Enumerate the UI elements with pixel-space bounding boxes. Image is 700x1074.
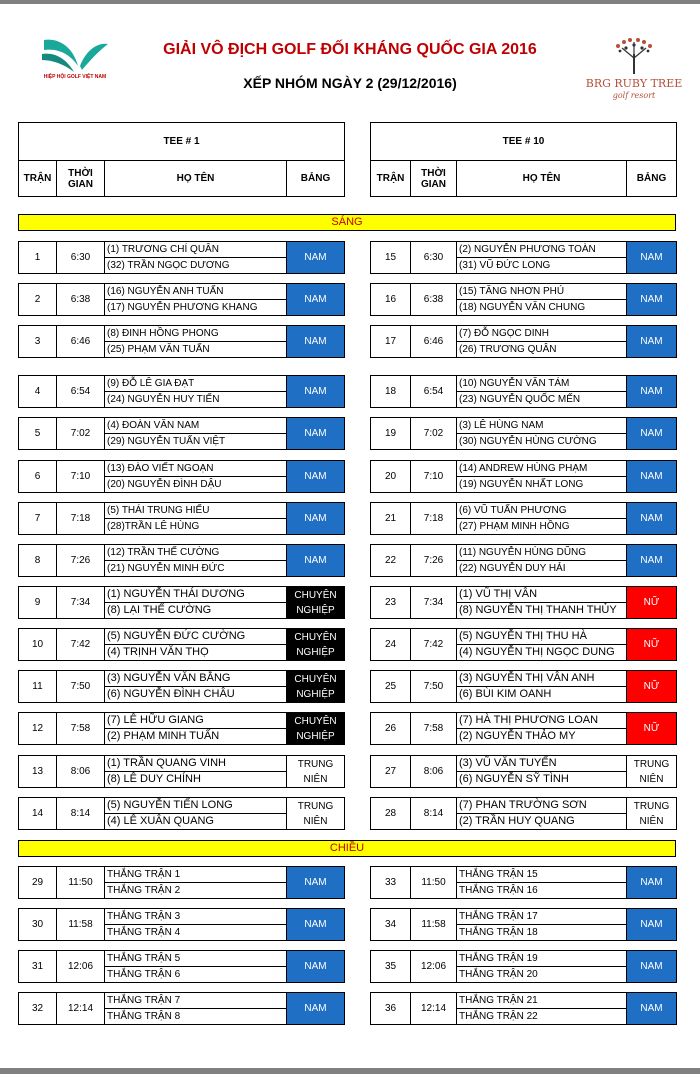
tree-icon	[584, 36, 684, 76]
player-1: (1) TRẦN QUANG VINH	[105, 756, 287, 772]
player-1: THẮNG TRẬN 5	[105, 951, 287, 967]
player-1: (1) VŨ THỊ VÂN	[457, 587, 627, 603]
player-2: (26) TRƯƠNG QUÂN	[457, 342, 627, 358]
player-1: THẮNG TRẬN 1	[105, 867, 287, 883]
session-morning: SÁNG	[18, 214, 676, 231]
player-1: (7) HÀ THỊ PHƯƠNG LOAN	[457, 713, 627, 729]
match-group	[370, 992, 677, 1025]
board-label: NAM	[640, 877, 663, 888]
match-group	[18, 992, 345, 1025]
board-label: NIÊN	[303, 773, 328, 785]
tee-time: 12:06	[411, 951, 457, 983]
tee-time: 12:06	[57, 951, 105, 983]
match-number: 16	[371, 284, 411, 316]
player-1: (6) VŨ TUẤN PHƯƠNG	[457, 503, 627, 519]
match-number: 4	[19, 376, 57, 408]
board-badge	[627, 461, 677, 493]
board-label: NỮ	[643, 723, 660, 734]
player-1: (7) LÊ HỮU GIANG	[105, 713, 287, 729]
board-badge	[287, 242, 345, 274]
board-label: CHUYÊN	[294, 673, 337, 685]
match-group	[370, 586, 677, 619]
match-number: 30	[19, 909, 57, 941]
match-number: 3	[19, 326, 57, 358]
board-badge	[287, 461, 345, 493]
player-1: THẮNG TRẬN 19	[457, 951, 627, 967]
tee-time: 6:46	[411, 326, 457, 358]
match-number: 10	[19, 629, 57, 661]
player-2: (21) NGUYỄN MINH ĐỨC	[105, 561, 287, 577]
player-1: (7) PHAN TRƯỜNG SƠN	[457, 798, 627, 814]
board-badge	[287, 629, 345, 661]
player-2: (23) NGUYỄN QUỐC MẾN	[457, 392, 627, 408]
tee-time: 7:18	[57, 503, 105, 535]
col-time: THỜI GIAN	[411, 161, 457, 197]
match-group	[18, 712, 345, 745]
brg-logo	[584, 36, 684, 112]
match-group	[370, 241, 677, 274]
player-2: (20) NGUYỄN ĐÌNH DẬU	[105, 477, 287, 493]
board-label: NGHIỆP	[296, 646, 335, 658]
player-2: (32) TRẦN NGỌC DƯƠNG	[105, 258, 287, 274]
tee-time: 7:42	[57, 629, 105, 661]
player-1: (15) TĂNG NHƠN PHÚ	[457, 284, 627, 300]
page-subtitle: XẾP NHÓM NGÀY 2 (29/12/2016)	[243, 75, 457, 91]
board-label: NIÊN	[639, 815, 664, 827]
tee-time: 8:14	[411, 798, 457, 830]
match-group	[18, 670, 345, 703]
board-label: NAM	[640, 252, 663, 263]
board-badge	[287, 713, 345, 745]
player-2: (19) NGUYỄN NHẤT LONG	[457, 477, 627, 493]
board-label: NAM	[640, 428, 663, 439]
match-number: 7	[19, 503, 57, 535]
match-group	[18, 502, 345, 535]
tee-time: 8:06	[57, 756, 105, 788]
board-label: NAM	[304, 1003, 327, 1014]
tee-time: 7:26	[57, 545, 105, 577]
page-title: GIẢI VÔ ĐỊCH GOLF ĐỐI KHÁNG QUỐC GIA 2016	[163, 41, 537, 58]
match-group	[370, 375, 677, 408]
board-badge	[627, 671, 677, 703]
board-label: NAM	[640, 961, 663, 972]
player-2: (27) PHẠM MINH HỒNG	[457, 519, 627, 535]
player-2: THẮNG TRẬN 4	[105, 925, 287, 941]
tee-time: 7:18	[411, 503, 457, 535]
vga-logo-text: HIỆP HỘI GOLF VIỆT NAM	[43, 74, 107, 80]
board-label: NAM	[304, 471, 327, 482]
vga-logo	[34, 36, 116, 86]
match-number: 20	[371, 461, 411, 493]
match-group	[18, 755, 345, 788]
player-1: THẮNG TRẬN 7	[105, 993, 287, 1009]
board-badge	[627, 798, 677, 830]
match-group	[18, 417, 345, 450]
board-label: NAM	[304, 428, 327, 439]
match-group	[370, 460, 677, 493]
player-2: (17) NGUYỄN PHƯƠNG KHANG	[105, 300, 287, 316]
match-number: 22	[371, 545, 411, 577]
tee-time: 12:14	[57, 993, 105, 1025]
player-1: (16) NGUYỄN ANH TUẤN	[105, 284, 287, 300]
tee-time: 7:10	[57, 461, 105, 493]
player-1: (3) NGUYỄN THỊ VÂN ANH	[457, 671, 627, 687]
board-label: NAM	[640, 294, 663, 305]
tee-time: 12:14	[411, 993, 457, 1025]
player-1: (2) NGUYỄN PHƯƠNG TOÀN	[457, 242, 627, 258]
board-label: NỮ	[643, 639, 660, 650]
player-2: (2) PHẠM MINH TUẤN	[105, 729, 287, 745]
vga-logo-icon	[34, 36, 116, 76]
match-number: 23	[371, 587, 411, 619]
board-badge	[627, 545, 677, 577]
player-1: (12) TRẦN THẾ CƯỜNG	[105, 545, 287, 561]
board-label: NGHIỆP	[296, 730, 335, 742]
tee-time: 7:58	[411, 713, 457, 745]
tee10-header	[370, 122, 677, 197]
match-number: 24	[371, 629, 411, 661]
match-number: 34	[371, 909, 411, 941]
board-label: NAM	[640, 919, 663, 930]
match-number: 29	[19, 867, 57, 899]
tee-time: 6:38	[57, 284, 105, 316]
tee-time: 6:54	[57, 376, 105, 408]
player-1: THẮNG TRẬN 15	[457, 867, 627, 883]
board-label: NGHIỆP	[296, 688, 335, 700]
player-2: THẮNG TRẬN 2	[105, 883, 287, 899]
board-badge	[627, 756, 677, 788]
board-badge	[627, 326, 677, 358]
match-group	[18, 950, 345, 983]
match-number: 25	[371, 671, 411, 703]
match-group	[370, 950, 677, 983]
tee-time: 6:38	[411, 284, 457, 316]
board-label: NAM	[304, 919, 327, 930]
player-1: (1) TRƯƠNG CHÍ QUÂN	[105, 242, 287, 258]
board-badge	[287, 587, 345, 619]
match-group	[370, 712, 677, 745]
brg-logo-sub: golf resort	[612, 91, 656, 100]
col-time: THỜI GIAN	[57, 161, 105, 197]
board-badge	[627, 376, 677, 408]
board-label: NGHIỆP	[296, 604, 335, 616]
top-border	[0, 0, 700, 4]
player-2: (4) NGUYỄN THỊ NGỌC DUNG	[457, 645, 627, 661]
match-group	[18, 628, 345, 661]
match-number: 36	[371, 993, 411, 1025]
board-label: NAM	[304, 877, 327, 888]
player-1: THẮNG TRẬN 17	[457, 909, 627, 925]
match-number: 18	[371, 376, 411, 408]
board-badge	[287, 503, 345, 535]
col-match: TRẬN	[19, 161, 57, 197]
board-label: NAM	[640, 336, 663, 347]
board-label: TRUNG	[297, 800, 334, 812]
col-match: TRẬN	[371, 161, 411, 197]
player-2: (28)TRẦN LÊ HÙNG	[105, 519, 287, 535]
player-2: (4) TRỊNH VĂN THỌ	[105, 645, 287, 661]
board-label: NAM	[304, 252, 327, 263]
board-label: NAM	[640, 386, 663, 397]
tee-time: 7:26	[411, 545, 457, 577]
match-group	[18, 283, 345, 316]
match-group	[370, 544, 677, 577]
tee-time: 6:46	[57, 326, 105, 358]
board-label: CHUYÊN	[294, 715, 337, 727]
player-1: THẮNG TRẬN 21	[457, 993, 627, 1009]
board-badge	[627, 418, 677, 450]
tee-time: 11:58	[411, 909, 457, 941]
player-1: (3) VŨ VĂN TUYẾN	[457, 756, 627, 772]
board-label: TRUNG	[297, 758, 334, 770]
match-number: 31	[19, 951, 57, 983]
player-2: THẮNG TRẬN 6	[105, 967, 287, 983]
board-badge	[287, 909, 345, 941]
player-2: (8) LẠI THẾ CƯỜNG	[105, 603, 287, 619]
board-badge	[287, 951, 345, 983]
board-label: TRUNG	[633, 758, 670, 770]
match-number: 8	[19, 545, 57, 577]
match-number: 2	[19, 284, 57, 316]
board-badge	[287, 798, 345, 830]
session-afternoon: CHIỀU	[18, 840, 676, 857]
player-2: THẮNG TRẬN 16	[457, 883, 627, 899]
board-badge	[287, 376, 345, 408]
tee1-label: TEE # 1	[19, 123, 345, 161]
player-1: (10) NGUYỄN VĂN TÁM	[457, 376, 627, 392]
player-2: (31) VŨ ĐỨC LONG	[457, 258, 627, 274]
match-group	[18, 544, 345, 577]
match-number: 11	[19, 671, 57, 703]
player-2: (2) NGUYỄN THẢO MY	[457, 729, 627, 745]
match-group	[18, 866, 345, 899]
board-badge	[627, 951, 677, 983]
match-group	[370, 797, 677, 830]
board-badge	[287, 671, 345, 703]
player-1: (14) ANDREW HÙNG PHẠM	[457, 461, 627, 477]
tee-time: 7:34	[57, 587, 105, 619]
player-1: (11) NGUYỄN HÙNG DŨNG	[457, 545, 627, 561]
tee-time: 7:10	[411, 461, 457, 493]
board-badge	[287, 993, 345, 1025]
tee-time: 8:06	[411, 756, 457, 788]
match-number: 32	[19, 993, 57, 1025]
board-label: NAM	[304, 961, 327, 972]
tee-time: 11:58	[57, 909, 105, 941]
board-badge	[287, 326, 345, 358]
col-board: BẢNG	[287, 161, 345, 197]
board-label: NAM	[640, 555, 663, 566]
board-label: NAM	[304, 555, 327, 566]
match-number: 19	[371, 418, 411, 450]
player-2: (6) NGUYỄN ĐÌNH CHÂU	[105, 687, 287, 703]
player-1: (5) NGUYỄN ĐỨC CƯỜNG	[105, 629, 287, 645]
tee-time: 7:34	[411, 587, 457, 619]
board-badge	[287, 284, 345, 316]
player-1: (3) LÊ HÙNG NAM	[457, 418, 627, 434]
board-label: NAM	[640, 513, 663, 524]
match-group	[370, 283, 677, 316]
match-group	[370, 417, 677, 450]
match-number: 5	[19, 418, 57, 450]
match-number: 26	[371, 713, 411, 745]
board-label: NỮ	[643, 597, 660, 608]
player-2: (8) NGUYỄN THỊ THANH THỦY	[457, 603, 627, 619]
col-name: HỌ TÊN	[457, 161, 627, 197]
tee-time: 7:42	[411, 629, 457, 661]
player-1: (13) ĐÀO VIẾT NGOẠN	[105, 461, 287, 477]
board-label: NIÊN	[303, 815, 328, 827]
board-label: TRUNG	[633, 800, 670, 812]
board-badge	[627, 284, 677, 316]
player-2: (29) NGUYỄN TUẤN VIỆT	[105, 434, 287, 450]
board-badge	[627, 909, 677, 941]
match-number: 17	[371, 326, 411, 358]
board-badge	[287, 418, 345, 450]
player-1: (3) NGUYỄN VĂN BẰNG	[105, 671, 287, 687]
player-1: (5) NGUYỄN THỊ THU HÀ	[457, 629, 627, 645]
match-group	[18, 908, 345, 941]
tee-time: 7:50	[411, 671, 457, 703]
match-group	[370, 670, 677, 703]
col-board: BẢNG	[627, 161, 677, 197]
board-label: NAM	[304, 336, 327, 347]
tee-time: 7:02	[57, 418, 105, 450]
match-group	[370, 628, 677, 661]
tee10-label: TEE # 10	[371, 123, 677, 161]
match-group	[370, 866, 677, 899]
tee-time: 11:50	[411, 867, 457, 899]
match-number: 13	[19, 756, 57, 788]
match-number: 33	[371, 867, 411, 899]
match-number: 28	[371, 798, 411, 830]
col-name: HỌ TÊN	[105, 161, 287, 197]
match-group	[18, 375, 345, 408]
match-group	[18, 797, 345, 830]
player-2: (6) BÙI KIM OANH	[457, 687, 627, 703]
board-badge	[627, 629, 677, 661]
match-group	[370, 755, 677, 788]
player-1: (9) ĐỖ LÊ GIA ĐẠT	[105, 376, 287, 392]
player-2: (18) NGUYỄN VĂN CHUNG	[457, 300, 627, 316]
match-number: 12	[19, 713, 57, 745]
board-badge	[627, 242, 677, 274]
brg-logo-brand: BRG RUBY TREE	[585, 77, 683, 90]
board-label: NIÊN	[639, 773, 664, 785]
match-number: 15	[371, 242, 411, 274]
board-label: NAM	[640, 1003, 663, 1014]
match-group	[18, 325, 345, 358]
player-2: (8) LÊ DUY CHÍNH	[105, 772, 287, 788]
match-number: 27	[371, 756, 411, 788]
board-label: NAM	[640, 471, 663, 482]
match-group	[370, 908, 677, 941]
tee-time: 11:50	[57, 867, 105, 899]
player-1: (5) NGUYỄN TIẾN LONG	[105, 798, 287, 814]
match-group	[370, 325, 677, 358]
player-2: (30) NGUYỄN HÙNG CƯỜNG	[457, 434, 627, 450]
board-badge	[287, 756, 345, 788]
board-badge	[627, 587, 677, 619]
player-1: (1) NGUYỄN THÁI DƯƠNG	[105, 587, 287, 603]
board-badge	[627, 713, 677, 745]
board-label: NAM	[304, 513, 327, 524]
match-group	[18, 586, 345, 619]
player-2: (2) TRẦN HUY QUANG	[457, 814, 627, 830]
player-2: (6) NGUYỄN SỸ TÌNH	[457, 772, 627, 788]
player-1: (5) THÁI TRUNG HIẾU	[105, 503, 287, 519]
match-number: 35	[371, 951, 411, 983]
board-label: NAM	[304, 386, 327, 397]
player-2: THẮNG TRẬN 22	[457, 1009, 627, 1025]
player-1: (7) ĐỖ NGỌC DINH	[457, 326, 627, 342]
board-badge	[287, 867, 345, 899]
board-badge	[627, 867, 677, 899]
player-2: (4) LÊ XUÂN QUANG	[105, 814, 287, 830]
board-badge	[287, 545, 345, 577]
player-1: (8) ĐINH HỒNG PHONG	[105, 326, 287, 342]
tee-time: 8:14	[57, 798, 105, 830]
player-1: THẮNG TRẬN 3	[105, 909, 287, 925]
player-2: THẮNG TRẬN 8	[105, 1009, 287, 1025]
match-number: 6	[19, 461, 57, 493]
player-2: THẮNG TRẬN 20	[457, 967, 627, 983]
player-2: (22) NGUYỄN DUY HẢI	[457, 561, 627, 577]
tee1-header	[18, 122, 345, 197]
board-label: NỮ	[643, 681, 660, 692]
board-label: CHUYÊN	[294, 631, 337, 643]
board-badge	[627, 503, 677, 535]
tee-time: 6:30	[411, 242, 457, 274]
player-1: (4) ĐOÀN VĂN NAM	[105, 418, 287, 434]
tee-time: 7:02	[411, 418, 457, 450]
match-number: 1	[19, 242, 57, 274]
match-number: 21	[371, 503, 411, 535]
tee-time: 7:50	[57, 671, 105, 703]
board-label: NAM	[304, 294, 327, 305]
match-group	[18, 241, 345, 274]
match-number: 14	[19, 798, 57, 830]
board-label: CHUYÊN	[294, 589, 337, 601]
tee-time: 6:54	[411, 376, 457, 408]
match-group	[18, 460, 345, 493]
match-group	[370, 502, 677, 535]
bottom-border	[0, 1068, 700, 1074]
player-2: (24) NGUYỄN HUY TIẾN	[105, 392, 287, 408]
tee-time: 7:58	[57, 713, 105, 745]
match-number: 9	[19, 587, 57, 619]
tee-time: 6:30	[57, 242, 105, 274]
player-2: THẮNG TRẬN 18	[457, 925, 627, 941]
player-2: (25) PHẠM VĂN TUẤN	[105, 342, 287, 358]
board-badge	[627, 993, 677, 1025]
